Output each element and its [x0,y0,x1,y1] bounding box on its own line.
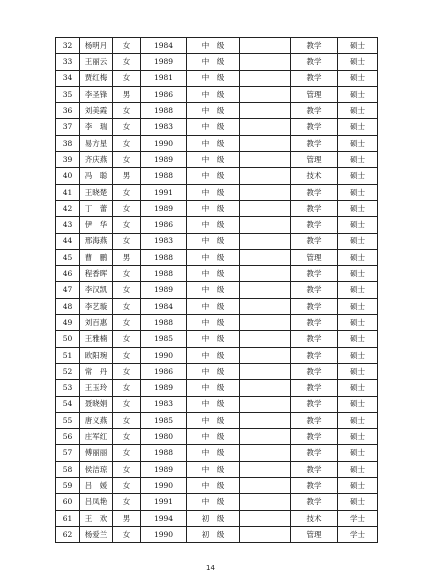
birth-year-cell: 1990 [141,478,187,494]
title-level-cell: 中 级 [187,478,240,494]
birth-year-cell: 1984 [141,298,187,314]
blank-cell [240,380,291,396]
position-cell: 教学 [291,266,338,282]
row-number-cell: 42 [56,200,80,216]
row-number-cell: 33 [56,54,80,70]
degree-cell: 学士 [338,526,378,542]
name-cell: 易方星 [80,135,113,151]
birth-year-cell: 1990 [141,526,187,542]
table-row [56,526,378,542]
title-level-cell: 中 级 [187,119,240,135]
table-row [56,461,378,477]
degree-cell: 硕士 [338,331,378,347]
table-row [56,38,378,54]
blank-cell [240,152,291,168]
title-level-cell: 中 级 [187,152,240,168]
position-cell: 教学 [291,363,338,379]
table-row [56,380,378,396]
name-cell: 傅丽丽 [80,445,113,461]
degree-cell: 硕士 [338,135,378,151]
degree-cell: 硕士 [338,184,378,200]
birth-year-cell: 1989 [141,54,187,70]
name-cell: 王晓楚 [80,184,113,200]
blank-cell [240,266,291,282]
position-cell: 教学 [291,445,338,461]
birth-year-cell: 1988 [141,445,187,461]
birth-year-cell: 1988 [141,315,187,331]
gender-cell: 女 [113,184,141,200]
row-number-cell: 57 [56,445,80,461]
gender-cell: 女 [113,217,141,233]
name-cell: 邢海燕 [80,233,113,249]
title-level-cell: 中 级 [187,38,240,54]
blank-cell [240,86,291,102]
name-cell: 李圣锋 [80,86,113,102]
birth-year-cell: 1985 [141,412,187,428]
name-cell: 程香晖 [80,266,113,282]
position-cell: 教学 [291,347,338,363]
blank-cell [240,70,291,86]
table-row [56,282,378,298]
blank-cell [240,429,291,445]
degree-cell: 硕士 [338,478,378,494]
position-cell: 教学 [291,103,338,119]
blank-cell [240,315,291,331]
table-row [56,152,378,168]
title-level-cell: 中 级 [187,233,240,249]
row-number-cell: 34 [56,70,80,86]
page-number: 14 [206,564,215,572]
table-row [56,119,378,135]
gender-cell: 女 [113,526,141,542]
name-cell: 杨明月 [80,38,113,54]
degree-cell: 硕士 [338,233,378,249]
table-row [56,184,378,200]
position-cell: 教学 [291,38,338,54]
position-cell: 管理 [291,152,338,168]
title-level-cell: 中 级 [187,380,240,396]
row-number-cell: 45 [56,249,80,265]
position-cell: 教学 [291,396,338,412]
table-row [56,478,378,494]
blank-cell [240,445,291,461]
birth-year-cell: 1991 [141,494,187,510]
row-number-cell: 62 [56,526,80,542]
table-row [56,396,378,412]
birth-year-cell: 1983 [141,119,187,135]
blank-cell [240,38,291,54]
position-cell: 教学 [291,331,338,347]
degree-cell: 硕士 [338,249,378,265]
row-number-cell: 55 [56,412,80,428]
page-content [55,37,378,543]
table-row [56,412,378,428]
title-level-cell: 中 级 [187,103,240,119]
table-row [56,135,378,151]
degree-cell: 硕士 [338,266,378,282]
gender-cell: 女 [113,461,141,477]
position-cell: 管理 [291,86,338,102]
blank-cell [240,363,291,379]
blank-cell [240,494,291,510]
table-row [56,54,378,70]
blank-cell [240,282,291,298]
position-cell: 技术 [291,168,338,184]
name-cell: 刘百惠 [80,315,113,331]
row-number-cell: 59 [56,478,80,494]
position-cell: 管理 [291,249,338,265]
row-number-cell: 46 [56,266,80,282]
degree-cell: 硕士 [338,380,378,396]
blank-cell [240,103,291,119]
name-cell: 王雅楠 [80,331,113,347]
name-cell: 李艺璇 [80,298,113,314]
name-cell: 李汉凯 [80,282,113,298]
gender-cell: 女 [113,347,141,363]
title-level-cell: 中 级 [187,200,240,216]
gender-cell: 女 [113,315,141,331]
table-row [56,494,378,510]
row-number-cell: 54 [56,396,80,412]
degree-cell: 硕士 [338,494,378,510]
position-cell: 教学 [291,494,338,510]
blank-cell [240,478,291,494]
title-level-cell: 中 级 [187,249,240,265]
degree-cell: 硕士 [338,282,378,298]
title-level-cell: 中 级 [187,429,240,445]
degree-cell: 硕士 [338,347,378,363]
title-level-cell: 中 级 [187,168,240,184]
blank-cell [240,461,291,477]
row-number-cell: 41 [56,184,80,200]
gender-cell: 女 [113,363,141,379]
blank-cell [240,184,291,200]
title-level-cell: 中 级 [187,266,240,282]
title-level-cell: 中 级 [187,298,240,314]
gender-cell: 女 [113,119,141,135]
table-row [56,445,378,461]
table-row [56,298,378,314]
birth-year-cell: 1985 [141,331,187,347]
blank-cell [240,200,291,216]
position-cell: 教学 [291,412,338,428]
gender-cell: 男 [113,168,141,184]
title-level-cell: 中 级 [187,184,240,200]
gender-cell: 女 [113,38,141,54]
blank-cell [240,119,291,135]
title-level-cell: 中 级 [187,315,240,331]
row-number-cell: 32 [56,38,80,54]
gender-cell: 女 [113,380,141,396]
blank-cell [240,217,291,233]
title-level-cell: 初 级 [187,510,240,526]
birth-year-cell: 1990 [141,135,187,151]
name-cell: 贾红梅 [80,70,113,86]
position-cell: 教学 [291,135,338,151]
gender-cell: 女 [113,233,141,249]
gender-cell: 女 [113,282,141,298]
title-level-cell: 中 级 [187,445,240,461]
name-cell: 齐庆燕 [80,152,113,168]
name-cell: 曹 鹏 [80,249,113,265]
gender-cell: 女 [113,298,141,314]
row-number-cell: 36 [56,103,80,119]
gender-cell: 女 [113,478,141,494]
position-cell: 教学 [291,184,338,200]
staff-table-body [56,38,378,543]
title-level-cell: 中 级 [187,347,240,363]
name-cell: 李 瑞 [80,119,113,135]
name-cell: 杨爱兰 [80,526,113,542]
row-number-cell: 43 [56,217,80,233]
title-level-cell: 中 级 [187,86,240,102]
degree-cell: 硕士 [338,412,378,428]
blank-cell [240,510,291,526]
table-row [56,233,378,249]
name-cell: 王玉玲 [80,380,113,396]
name-cell: 吕 媛 [80,478,113,494]
row-number-cell: 37 [56,119,80,135]
title-level-cell: 中 级 [187,461,240,477]
table-row [56,103,378,119]
blank-cell [240,135,291,151]
birth-year-cell: 1986 [141,363,187,379]
row-number-cell: 40 [56,168,80,184]
gender-cell: 女 [113,396,141,412]
blank-cell [240,396,291,412]
gender-cell: 女 [113,152,141,168]
name-cell: 王 欢 [80,510,113,526]
birth-year-cell: 1988 [141,168,187,184]
title-level-cell: 初 级 [187,526,240,542]
row-number-cell: 49 [56,315,80,331]
table-row [56,510,378,526]
gender-cell: 女 [113,103,141,119]
name-cell: 王丽云 [80,54,113,70]
gender-cell: 女 [113,494,141,510]
title-level-cell: 中 级 [187,217,240,233]
position-cell: 教学 [291,217,338,233]
birth-year-cell: 1988 [141,103,187,119]
row-number-cell: 39 [56,152,80,168]
name-cell: 冯 聪 [80,168,113,184]
birth-year-cell: 1989 [141,282,187,298]
row-number-cell: 44 [56,233,80,249]
row-number-cell: 35 [56,86,80,102]
birth-year-cell: 1988 [141,249,187,265]
row-number-cell: 58 [56,461,80,477]
birth-year-cell: 1986 [141,217,187,233]
blank-cell [240,331,291,347]
table-row [56,249,378,265]
birth-year-cell: 1988 [141,266,187,282]
gender-cell: 女 [113,429,141,445]
birth-year-cell: 1980 [141,429,187,445]
title-level-cell: 中 级 [187,494,240,510]
position-cell: 教学 [291,478,338,494]
degree-cell: 硕士 [338,217,378,233]
table-row [56,266,378,282]
degree-cell: 硕士 [338,103,378,119]
name-cell: 欧阳琬 [80,347,113,363]
row-number-cell: 38 [56,135,80,151]
degree-cell: 硕士 [338,396,378,412]
title-level-cell: 中 级 [187,54,240,70]
degree-cell: 硕士 [338,363,378,379]
blank-cell [240,233,291,249]
name-cell: 聂晓娟 [80,396,113,412]
birth-year-cell: 1989 [141,200,187,216]
row-number-cell: 47 [56,282,80,298]
gender-cell: 女 [113,135,141,151]
birth-year-cell: 1989 [141,152,187,168]
degree-cell: 硕士 [338,38,378,54]
name-cell: 吕凤艳 [80,494,113,510]
degree-cell: 硕士 [338,315,378,331]
position-cell: 教学 [291,200,338,216]
title-level-cell: 中 级 [187,331,240,347]
degree-cell: 硕士 [338,461,378,477]
birth-year-cell: 1994 [141,510,187,526]
degree-cell: 硕士 [338,152,378,168]
gender-cell: 女 [113,200,141,216]
degree-cell: 硕士 [338,200,378,216]
blank-cell [240,298,291,314]
gender-cell: 男 [113,510,141,526]
title-level-cell: 中 级 [187,135,240,151]
title-level-cell: 中 级 [187,396,240,412]
blank-cell [240,168,291,184]
gender-cell: 女 [113,54,141,70]
table-row [56,347,378,363]
row-number-cell: 61 [56,510,80,526]
degree-cell: 学士 [338,510,378,526]
position-cell: 教学 [291,298,338,314]
title-level-cell: 中 级 [187,282,240,298]
position-cell: 教学 [291,282,338,298]
birth-year-cell: 1989 [141,380,187,396]
position-cell: 教学 [291,429,338,445]
birth-year-cell: 1990 [141,347,187,363]
degree-cell: 硕士 [338,168,378,184]
row-number-cell: 60 [56,494,80,510]
name-cell: 庄军红 [80,429,113,445]
title-level-cell: 中 级 [187,412,240,428]
table-row [56,217,378,233]
title-level-cell: 中 级 [187,70,240,86]
position-cell: 教学 [291,54,338,70]
position-cell: 教学 [291,70,338,86]
blank-cell [240,54,291,70]
table-row [56,315,378,331]
blank-cell [240,347,291,363]
table-row [56,331,378,347]
blank-cell [240,249,291,265]
name-cell: 侯洁琼 [80,461,113,477]
position-cell: 教学 [291,461,338,477]
gender-cell: 女 [113,445,141,461]
row-number-cell: 53 [56,380,80,396]
title-level-cell: 中 级 [187,363,240,379]
birth-year-cell: 1981 [141,70,187,86]
row-number-cell: 48 [56,298,80,314]
table-row [56,363,378,379]
degree-cell: 硕士 [338,445,378,461]
gender-cell: 女 [113,331,141,347]
table-row [56,429,378,445]
gender-cell: 女 [113,70,141,86]
position-cell: 技术 [291,510,338,526]
table-row [56,70,378,86]
row-number-cell: 50 [56,331,80,347]
name-cell: 伊 华 [80,217,113,233]
birth-year-cell: 1983 [141,396,187,412]
staff-table [55,37,378,543]
name-cell: 唐义燕 [80,412,113,428]
position-cell: 教学 [291,315,338,331]
blank-cell [240,412,291,428]
gender-cell: 男 [113,249,141,265]
row-number-cell: 52 [56,363,80,379]
position-cell: 教学 [291,380,338,396]
degree-cell: 硕士 [338,429,378,445]
position-cell: 教学 [291,119,338,135]
birth-year-cell: 1991 [141,184,187,200]
gender-cell: 女 [113,412,141,428]
row-number-cell: 56 [56,429,80,445]
degree-cell: 硕士 [338,86,378,102]
degree-cell: 硕士 [338,54,378,70]
birth-year-cell: 1983 [141,233,187,249]
table-row [56,168,378,184]
birth-year-cell: 1984 [141,38,187,54]
name-cell: 丁 蕾 [80,200,113,216]
table-row [56,200,378,216]
name-cell: 常 丹 [80,363,113,379]
position-cell: 管理 [291,526,338,542]
birth-year-cell: 1989 [141,461,187,477]
degree-cell: 硕士 [338,119,378,135]
row-number-cell: 51 [56,347,80,363]
birth-year-cell: 1986 [141,86,187,102]
gender-cell: 女 [113,266,141,282]
name-cell: 刘美霞 [80,103,113,119]
blank-cell [240,526,291,542]
gender-cell: 男 [113,86,141,102]
degree-cell: 硕士 [338,70,378,86]
table-row [56,86,378,102]
degree-cell: 硕士 [338,298,378,314]
position-cell: 教学 [291,233,338,249]
